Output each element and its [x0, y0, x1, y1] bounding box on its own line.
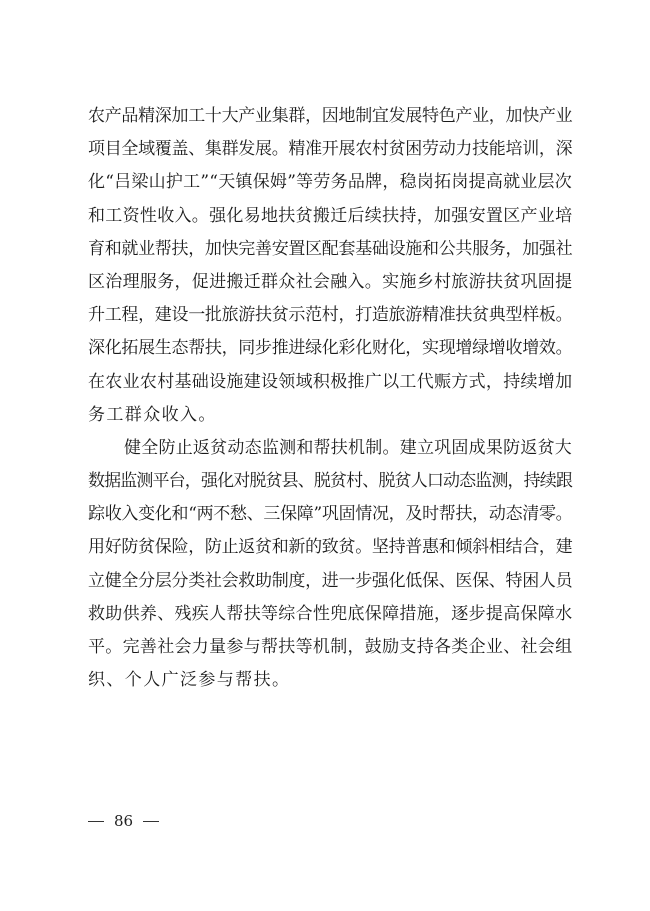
paragraph-1-line: 育和就业帮扶，加快完善安置区配套基础设施和公共服务，加强社: [88, 238, 573, 259]
paragraph-1-line: 在农业农村基础设施建设领域积极推广以工代赈方式，持续增加: [88, 371, 573, 392]
footer-dash-left: [88, 821, 104, 822]
page-footer: [88, 812, 159, 830]
paragraph-2-line: 平。完善社会力量参与帮扶等机制，鼓励支持各类企业、社会组: [88, 637, 573, 657]
paragraph-2-line: 健全防止返贫动态监测和帮扶机制。建立巩固成果防返贫大: [124, 437, 572, 458]
paragraph-1-line: 和工资性收入。强化易地扶贫搬迁后续扶持，加强安置区产业培: [88, 205, 573, 226]
paragraph-1-line: 务工群众收入。: [88, 404, 217, 425]
paragraph-2-line: 救助供养、残疾人帮扶等综合性兜底保障措施，逐步提高保障水: [88, 603, 573, 624]
paragraph-2-line: 立健全分层分类社会救助制度，进一步强化低保、医保、特困人员: [88, 570, 573, 591]
paragraph-1-line: 区治理服务，促进搬迁群众社会融入。实施乡村旅游扶贫巩固提: [88, 271, 573, 292]
footer-dash-right: [143, 821, 159, 822]
paragraph-1-line: 化“吕梁山护工”“天镇保姆”等劳务品牌，稳岗拓岗提高就业层次: [88, 172, 572, 193]
paragraph-1-line: 农产品精深加工十大产业集群，因地制宜发展特色产业，加快产业: [88, 106, 573, 126]
paragraph-1-line: 深化拓展生态帮扶，同步推进绿化彩化财化，实现增绿增收增效。: [88, 338, 573, 359]
paragraph-2-line: 踪收入变化和“两不愁、三保障”巩固情况，及时帮扶，动态清零。: [88, 504, 573, 525]
paragraph-2-line: 用好防贫保险，防止返贫和新的致贫。坚持普惠和倾斜相结合，建: [88, 537, 573, 558]
paragraph-2-line: 数据监测平台，强化对脱贫县、脱贫村、脱贫人口动态监测，持续跟: [88, 471, 572, 492]
paragraph-2-line: 织、个人广泛参与帮扶。: [88, 670, 291, 691]
paragraph-1-line: 项目全域覆盖、集群发展。精准开展农村贫困劳动力技能培训，深: [88, 139, 573, 160]
paragraph-1-line: 升工程，建设一批旅游扶贫示范村，打造旅游精准扶贫典型样板。: [88, 305, 573, 326]
page-number: 86: [114, 812, 134, 830]
body-text: [88, 100, 572, 697]
